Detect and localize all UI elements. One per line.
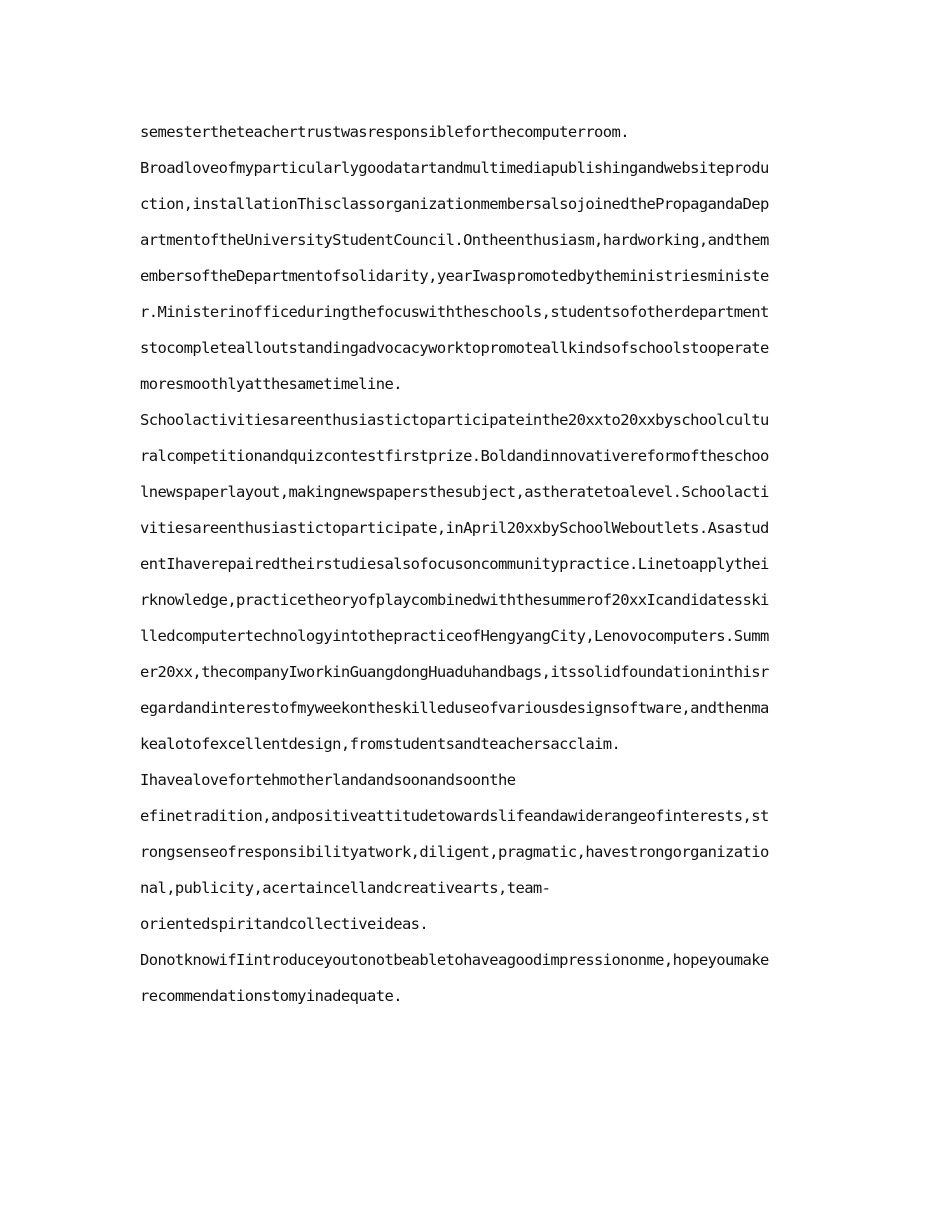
text-line: stocompletealloutstandingadvocacyworktopromoteallkindsofschoolstooperate [140,339,769,357]
text-line: entIhaverepairedtheirstudiesalsofocusoncommunitypractice.Linetoapplythei [140,555,769,573]
text-line: recommendationstomyinadequate. [140,987,402,1005]
text-line: nal,publicity,acertaincellandcreativearts,team- [140,879,551,897]
text-line: semestertheteachertrustwasresponsibleforthecomputerroom. [140,123,629,141]
text-line: artmentoftheUniversityStudentCouncil.Ontheenthusiasm,hardworking,andthem [140,231,769,249]
text-line: Broadloveofmyparticularlygoodatartandmultimediapublishingandwebsiteprodu [140,159,769,177]
text-line: Schoolactivitiesareenthusiastictoparticipateinthe20xxto20xxbyschoolcultu [140,411,769,429]
text-line: orientedspiritandcollectiveideas. [140,915,429,933]
text-line: ction,installationThisclassorganizationmembersalsojoinedthePropagandaDep [140,195,769,213]
text-line: rongsenseofresponsibilityatwork,diligent,pragmatic,havestrongorganizatio [140,843,769,861]
text-line: vitiesareenthusiastictoparticipate,inApril20xxbySchoolWeboutlets.Asastud [140,519,769,537]
text-line: lnewspaperlayout,makingnewspapersthesubject,astheratetoalevel.Schoolacti [140,483,769,501]
text-line: DonotknowifIintroduceyoutonotbeabletohaveagoodimpressiononme,hopeyoumake [140,951,769,969]
text-line: Ihavealovefortehmotherlandandsoonandsoonthe [140,771,516,789]
text-line: kealotofexcellentdesign,fromstudentsandteachersacclaim. [140,735,621,753]
text-line: efinetradition,andpositiveattitudetowardslifeandawiderangeofinterests,st [140,807,769,825]
text-line: moresmoothlyatthesametimeline. [140,375,402,393]
text-line: egardandinterestofmyweekontheskilleduseofvariousdesignsoftware,andthenma [140,699,769,717]
text-line: er20xx,thecompanyIworkinGuangdongHuaduhandbags,itssolidfoundationinthisr [140,663,769,681]
text-line: rknowledge,practicetheoryofplaycombinedwiththesummerof20xxIcandidatesski [140,591,769,609]
text-line: ralcompetitionandquizcontestfirstprize.Boldandinnovativereformoftheschoo [140,447,769,465]
text-line: r.Ministerinofficeduringthefocuswiththeschools,studentsofotherdepartment [140,303,769,321]
text-line: embersoftheDepartmentofsolidarity,yearIwaspromotedbytheministriesministe [140,267,769,285]
text-line: lledcomputertechnologyintothepracticeofHengyangCity,Lenovocomputers.Summ [140,627,769,645]
body-text [140,114,820,1014]
